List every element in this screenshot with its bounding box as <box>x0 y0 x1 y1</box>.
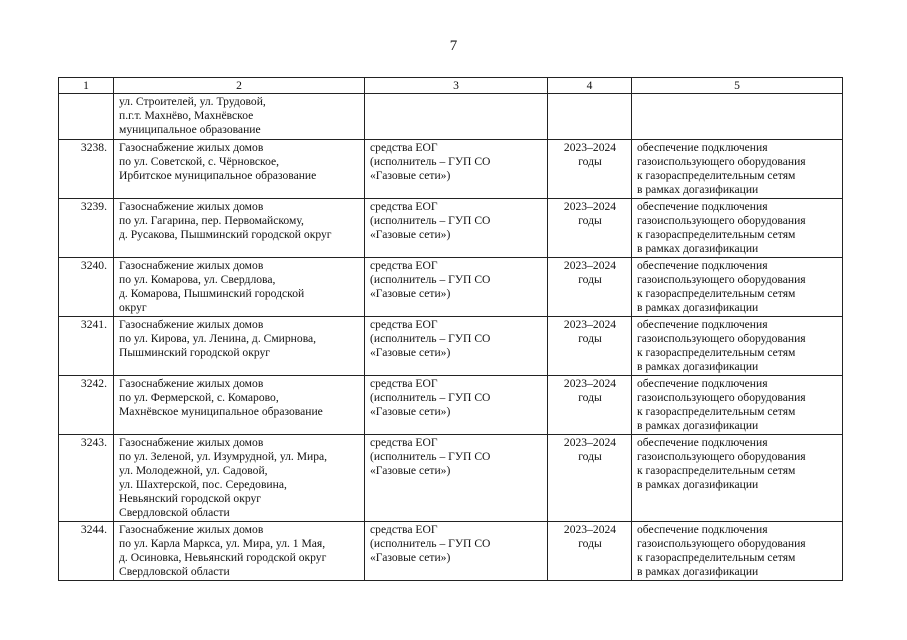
cell-purpose <box>632 94 843 140</box>
cell-years: 2023–2024 годы <box>548 199 632 258</box>
cell-purpose: обеспечение подключения газоиспользующего оборудования к газораспределительным сетям в рамках догазификации <box>632 140 843 199</box>
table-header-row <box>59 78 843 94</box>
column-header-5: 5 <box>632 78 843 94</box>
cell-name: Газоснабжение жилых домов по ул. Фермерской, с. Комарово, Махнёвское муниципальное образование <box>114 376 365 435</box>
cell-purpose: обеспечение подключения газоиспользующего оборудования к газораспределительным сетям в рамках догазификации <box>632 435 843 522</box>
cell-name: ул. Строителей, ул. Трудовой, п.г.т. Махнёво, Махнёвское муниципальное образование <box>114 94 365 140</box>
cell-number <box>59 94 114 140</box>
cell-source: средства ЕОГ (исполнитель – ГУП СО «Газовые сети») <box>365 522 548 581</box>
cell-name: Газоснабжение жилых домов по ул. Советской, с. Чёрновское, Ирбитское муниципальное образование <box>114 140 365 199</box>
cell-years: 2023–2024 годы <box>548 140 632 199</box>
cell-name: Газоснабжение жилых домов по ул. Карла Маркса, ул. Мира, ул. 1 Мая, д. Осиновка, Невьянский городской округ Свердловской области <box>114 522 365 581</box>
cell-source: средства ЕОГ (исполнитель – ГУП СО «Газовые сети») <box>365 435 548 522</box>
column-header-1: 1 <box>59 78 114 94</box>
cell-name: Газоснабжение жилых домов по ул. Кирова, ул. Ленина, д. Смирнова, Пышминский городской округ <box>114 317 365 376</box>
cell-name: Газоснабжение жилых домов по ул. Комарова, ул. Свердлова, д. Комарова, Пышминский городской округ <box>114 258 365 317</box>
cell-years: 2023–2024 годы <box>548 258 632 317</box>
cell-years: 2023–2024 годы <box>548 435 632 522</box>
cell-purpose: обеспечение подключения газоиспользующего оборудования к газораспределительным сетям в рамках догазификации <box>632 199 843 258</box>
cell-years <box>548 94 632 140</box>
table-row <box>59 199 843 258</box>
cell-source: средства ЕОГ (исполнитель – ГУП СО «Газовые сети») <box>365 140 548 199</box>
table-row <box>59 522 843 581</box>
table-row <box>59 258 843 317</box>
cell-source: средства ЕОГ (исполнитель – ГУП СО «Газовые сети») <box>365 317 548 376</box>
cell-years: 2023–2024 годы <box>548 522 632 581</box>
table-row <box>59 376 843 435</box>
cell-purpose: обеспечение подключения газоиспользующего оборудования к газораспределительным сетям в рамках догазификации <box>632 317 843 376</box>
cell-years: 2023–2024 годы <box>548 317 632 376</box>
cell-name: Газоснабжение жилых домов по ул. Зеленой, ул. Изумрудной, ул. Мира, ул. Молодежной, ул. Садовой, ул. Шахтерской, пос. Середовина, Невьянский городской округ Свердловской области <box>114 435 365 522</box>
table-row <box>59 140 843 199</box>
cell-source: средства ЕОГ (исполнитель – ГУП СО «Газовые сети») <box>365 376 548 435</box>
table-row-continuation <box>59 94 843 140</box>
document-table <box>58 77 843 581</box>
page-number: 7 <box>449 38 458 54</box>
column-header-2: 2 <box>114 78 365 94</box>
table-row <box>59 435 843 522</box>
cell-source <box>365 94 548 140</box>
cell-name: Газоснабжение жилых домов по ул. Гагарина, пер. Первомайскому, д. Русакова, Пышминский городской округ <box>114 199 365 258</box>
cell-purpose: обеспечение подключения газоиспользующего оборудования к газораспределительным сетям в рамках догазификации <box>632 258 843 317</box>
cell-purpose: обеспечение подключения газоиспользующего оборудования к газораспределительным сетям в рамках догазификации <box>632 376 843 435</box>
cell-number: 3239. <box>59 199 114 258</box>
cell-number: 3244. <box>59 522 114 581</box>
cell-number: 3238. <box>59 140 114 199</box>
table-row <box>59 317 843 376</box>
cell-purpose: обеспечение подключения газоиспользующего оборудования к газораспределительным сетям в рамках догазификации <box>632 522 843 581</box>
column-header-4: 4 <box>548 78 632 94</box>
column-header-3: 3 <box>365 78 548 94</box>
cell-number: 3242. <box>59 376 114 435</box>
cell-number: 3243. <box>59 435 114 522</box>
cell-source: средства ЕОГ (исполнитель – ГУП СО «Газовые сети») <box>365 199 548 258</box>
cell-source: средства ЕОГ (исполнитель – ГУП СО «Газовые сети») <box>365 258 548 317</box>
cell-years: 2023–2024 годы <box>548 376 632 435</box>
cell-number: 3241. <box>59 317 114 376</box>
cell-number: 3240. <box>59 258 114 317</box>
